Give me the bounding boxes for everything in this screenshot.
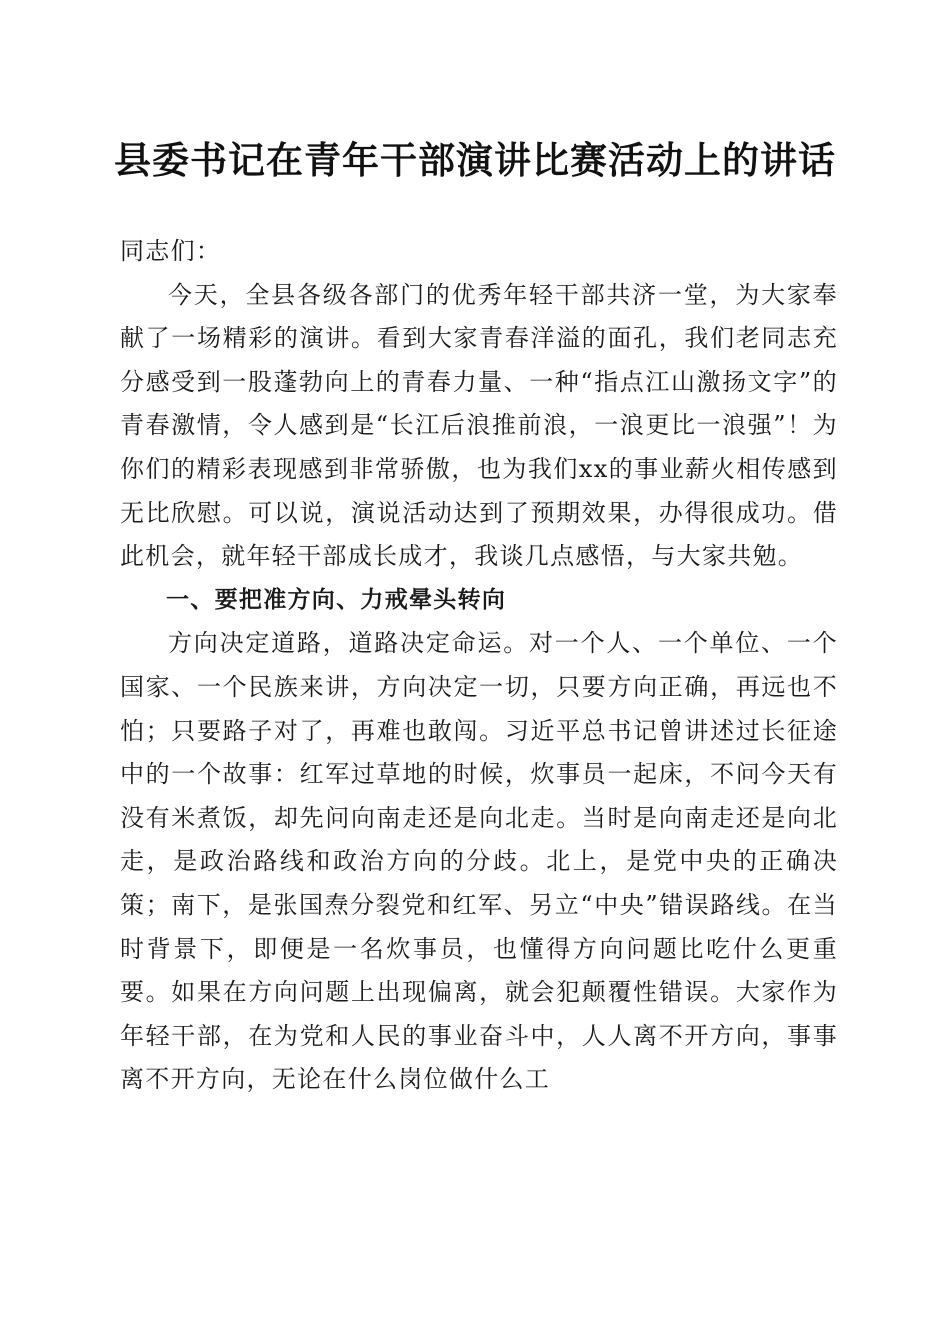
intro-paragraph: 今天，全县各级各部门的优秀年轻干部共济一堂，为大家奉献了一场精彩的演讲。看到大家青春洋溢的面孔，我们老同志充分感受到一股蓬勃向上的青春力量、一种“指点江山激扬文字”的青春激情，令人感到是“长江后浪推前浪，一浪更比一浪强”！为你们的精彩表现感到非常骄傲，也为我们xx的事业薪火相传感到无比欣慰。可以说，演说活动达到了预期效果，办得很成功。借此机会，就年轻干部成长成才，我谈几点感悟，与大家共勉。 bbox=[120, 280, 838, 571]
salutation: 同志们： bbox=[120, 237, 222, 265]
document-title: 县委书记在青年干部演讲比赛活动上的讲话 bbox=[114, 138, 836, 182]
document-body bbox=[120, 230, 838, 1102]
section-heading-1: 一、要把准方向、力戒晕头转向 bbox=[166, 586, 507, 613]
section-1-paragraph: 方向决定道路，道路决定命运。对一个人、一个单位、一个国家、一个民族来讲，方向决定一切，只要方向正确，再远也不怕；只要路子对了，再难也敢闯。习近平总书记曾讲述过长征途中的一个故事：红军过草地的时候，炊事员一起床，不问今天有没有米煮饭，却先问向南走还是向北走。当时是向南走还是向北走，是政治路线和政治方向的分歧。北上，是党中央的正确决策；南下，是张国焘分裂党和红军、另立“中央”错误路线。在当时背景下，即便是一名炊事员，也懂得方向问题比吃什么更重要。如果在方向问题上出现偏离，就会犯颠覆性错误。大家作为年轻干部，在为党和人民的事业奋斗中，人人离不开方向，事事离不开方向，无论在什么岗位做什么工 bbox=[120, 629, 838, 1094]
